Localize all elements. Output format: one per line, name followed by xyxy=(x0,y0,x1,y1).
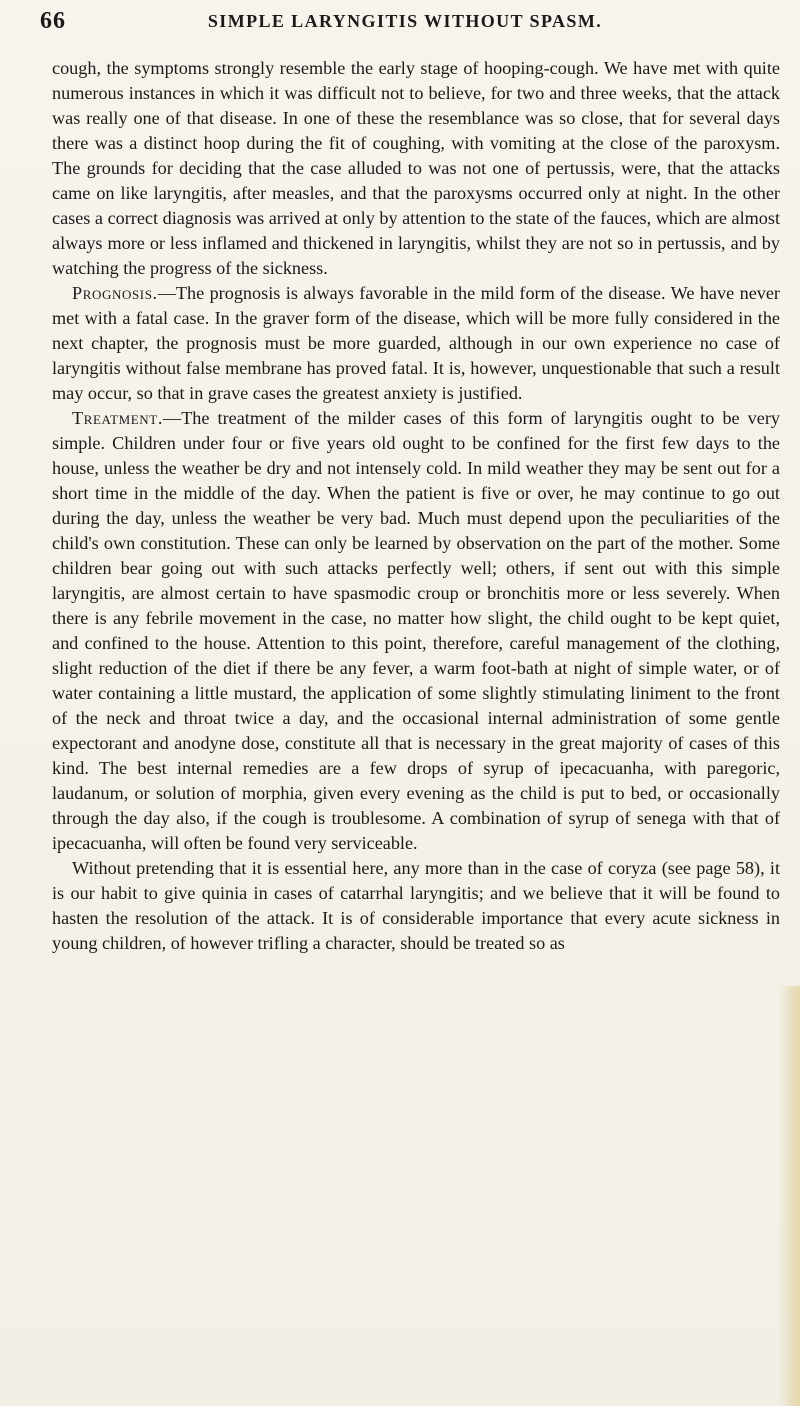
paragraph-treatment xyxy=(52,406,780,856)
prognosis-text: —The prognosis is always favorable in the mild form of the disease. We have never met with a fatal case. In the graver form of the disease, which will be more fully considered in the next chapter, the prognosis must be more guarded, although in our own experience no case of laryngitis without false membrane has proved fatal. It is, however, unquestionable that such a result may occur, so that in grave cases the greatest anxiety is justified. xyxy=(52,283,780,403)
treatment-text: —The treatment of the milder cases of this form of laryngitis ought to be very simple. Children under four or five years old ought to be confined for the first few days to the house, unless the weather be dry and not intensely cold. In mild weather they may be sent out for a short time in the middle of the day. When the patient is five or over, he may continue to go out during the day, unless the weather be very bad. Much must depend upon the peculiarities of the child's own constitution. These can only be learned by observation on the part of the mother. Some children bear going out with such attacks perfectly well; others, if sent out with this simple laryngitis, are almost certain to have spasmodic croup or bronchitis more or less severely. When there is any febrile movement in the case, no matter how slight, the child ought to be kept quiet, and confined to the house. Attention to this point, therefore, careful management of the clothing, slight reduction of the diet if there be any fever, a warm foot-bath at night of simple water, or of water containing a little mustard, the application of some slightly stimulating liniment to the front of the neck and throat twice a day, and the occasional internal administration of some gentle expectorant and anodyne dose, constitute all that is necessary in the great majority of cases of this kind. The best internal remedies are a few drops of syrup of ipecacuanha, with paregoric, laudanum, or solution of morphia, given every evening as the child is put to bed, or occasionally through the day also, if the cough is troublesome. A combination of syrup of senega with that of ipecacuanha, will often be found very serviceable. xyxy=(52,408,780,853)
body-text xyxy=(52,56,780,956)
running-title: SIMPLE LARYNGITIS WITHOUT SPASM. xyxy=(207,11,603,31)
paragraph-quinia: Without pretending that it is essential here, any more than in the case of coryza (see page 58), it is our habit to give quinia in cases of catarrhal laryngitis; and we believe that it will be found to hasten the resolution of the attack. It is of considerable importance that every acute sickness in young children, of however trifling a character, should be treated so as xyxy=(52,858,780,953)
treatment-heading: Treatment. xyxy=(72,408,163,428)
paragraph-symptoms: cough, the symptoms strongly resemble the early stage of hooping-cough. We have met with quite numerous instances in which it was difficult not to believe, for two and three weeks, that the attack was really one of that disease. In one of these the resemblance was so close, that for several days there was a distinct hoop during the fit of coughing, with vomiting at the close of the paroxysm. The grounds for deciding that the case alluded to was not one of pertussis, were, that the attacks came on like laryngitis, after measles, and that the paroxysms occurred only at night. In the other cases a correct diagnosis was arrived at only by attention to the state of the fauces, which are almost always more or less inflamed and thickened in laryngitis, whilst they are not so in pertussis, and by watching the progress of the sickness. xyxy=(52,58,780,278)
page-number: 66 xyxy=(40,8,66,34)
paragraph-prognosis xyxy=(52,281,780,406)
page-header xyxy=(40,8,770,38)
page-edge-stain xyxy=(778,986,800,1406)
prognosis-heading: Prognosis. xyxy=(72,283,158,303)
